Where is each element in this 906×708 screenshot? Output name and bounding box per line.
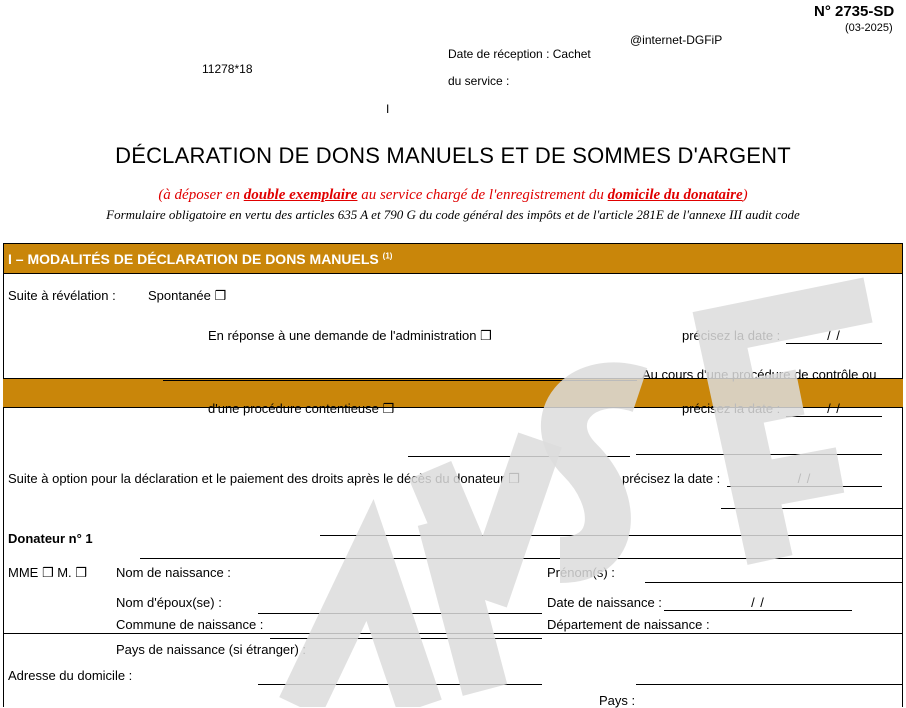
date-naissance-label: Date de naissance : [547,595,662,610]
internet-tag: @internet-DGFiP [630,33,723,47]
legal-basis: Formulaire obligatoire en vertu des articles 635 A et 790 G du code général des impôts et de l'article 281E de l'annexe III audit code [106,207,800,222]
section-header [3,243,903,274]
option-deces-checkbox[interactable]: Suite à option pour la déclaration et le paiement des droits après le décès du donateur ❒ [8,471,520,486]
adresse-domicile-label: Adresse du domicile : [8,668,133,683]
contentieuse-checkbox[interactable]: d'une procédure contentieuse ❒ [208,401,395,416]
date-label-3: précisez la date : [622,471,721,486]
section-heading: I – MODALITÉS DE DÉCLARATION DE DONS MANUELS [8,251,379,267]
reponse-admin-checkbox[interactable]: En réponse à une demande de l'administration ❒ [208,328,492,343]
form-version: (03-2025) [845,22,893,34]
suite-revelation-label: Suite à révélation : [8,288,116,303]
spontanee-checkbox[interactable]: Spontanée ❒ [148,288,227,303]
nom-naissance-label: Nom de naissance : [116,565,231,580]
section-heading-note: (1) [382,251,393,261]
donateur-title: Donateur n° 1 [8,531,93,546]
controle-label: Au cours d'une procédure de contrôle ou [642,367,877,382]
date-field-2[interactable]: / / [786,401,882,417]
date-field-1[interactable]: / / [786,328,882,344]
pays-naissance-label: Pays de naissance (si étranger) : [116,642,307,657]
cerfa-code: 11278*18 [202,62,253,76]
date-label-2: précisez la date : [682,401,781,416]
page-title: DÉCLARATION DE DONS MANUELS ET DE SOMMES D'ARGENT [115,143,791,168]
header-marker: I [386,102,390,116]
reception-service-label: du service : [448,74,510,88]
deposit-instruction: (à déposer en double exemplaire au service chargé de l'enregistrement du domicile du donataire) [158,187,748,203]
pays-label: Pays : [599,693,636,708]
prenoms-label: Prénom(s) : [547,565,615,580]
commune-naissance-label: Commune de naissance : [116,617,264,632]
form-number: N° 2735-SD [814,3,895,20]
date-naissance-field[interactable]: / / [664,595,852,611]
departement-naissance-label: Département de naissance : [547,617,710,632]
date-field-3[interactable]: / / [727,471,882,487]
nom-epoux-label: Nom d'époux(se) : [116,595,222,610]
civilite-checkboxes[interactable]: MME ❒ M. ❒ [8,565,87,580]
date-label-1: précisez la date : [682,328,781,343]
reception-date-label: Date de réception : Cachet [448,47,591,61]
